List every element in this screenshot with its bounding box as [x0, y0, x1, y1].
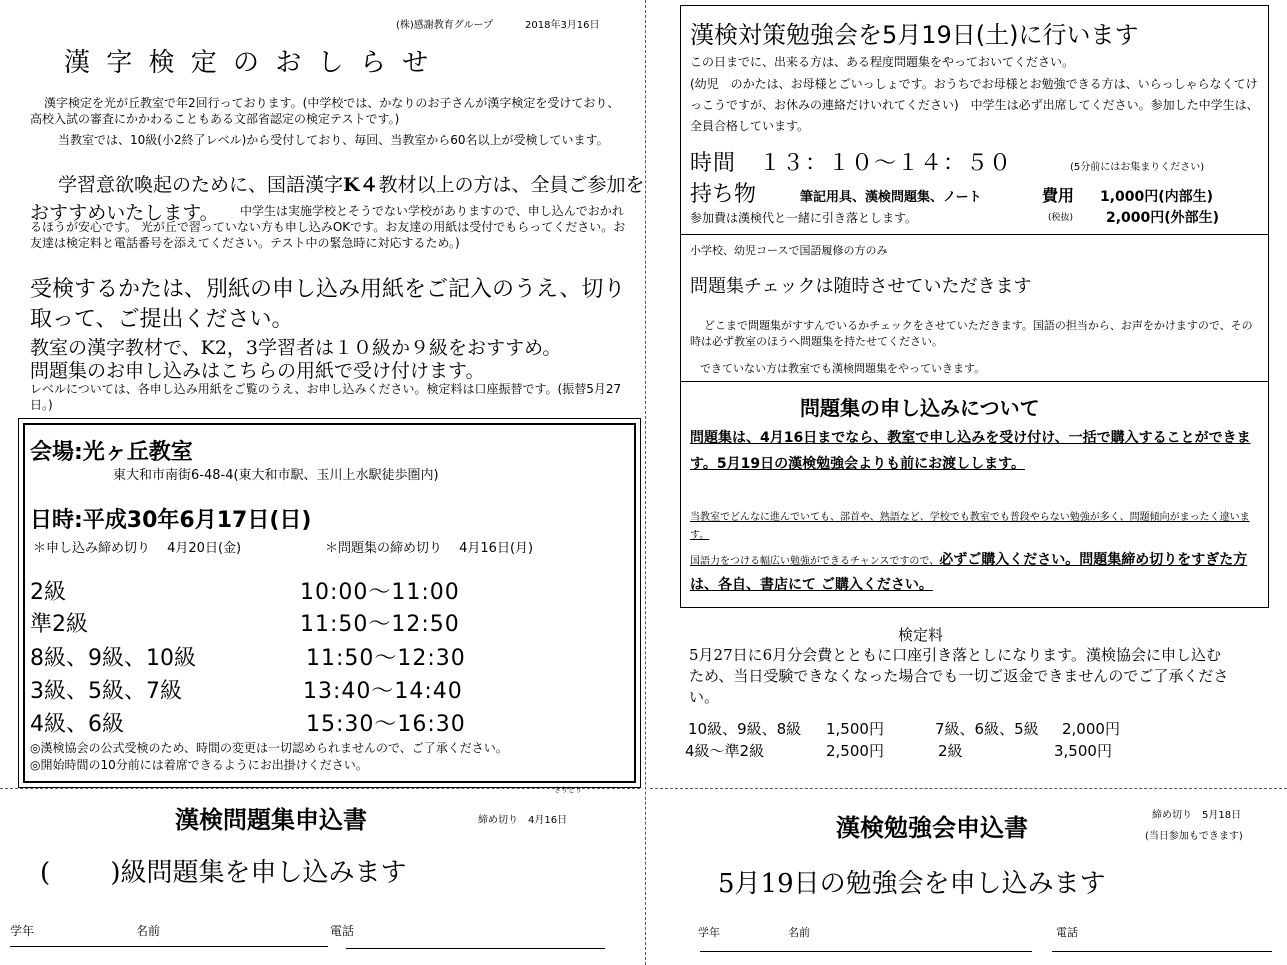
schedule-time: 11:50〜12:30 — [306, 646, 466, 671]
workbook-form-deadline: 締め切り 4月16日 — [478, 815, 568, 826]
left-cut-line — [0, 788, 640, 789]
fee-internal: 1,000円(内部生) — [1100, 189, 1214, 205]
study-intro-1: この日までに、出来る方は、ある程度問題集をやっておいてください。 — [690, 55, 1075, 69]
schedule-level: 3級、5級、7級 — [30, 679, 182, 704]
intro-paragraph-1: 漢字検定を光が丘教室で年2回行っております。(中学校では、かなりのお子さんが漢字検定を受けており、高校入試の審査にかかわることもある文部省認定の検定テストです。) — [30, 96, 620, 127]
page-title: 漢 字 検 定 の お し ら せ — [64, 48, 433, 78]
workbook-form-line: ( )級問題集を申し込みます — [40, 858, 407, 888]
material-recommendation: 教室の漢字教材で、K2，3学習者は１０級か９級をおすすめ。 — [30, 337, 562, 359]
recommend-text-c: おすすめいたします。 — [30, 202, 219, 224]
submit-instruction: 受検するかたは、別紙の申し込み用紙をご記入のうえ、切り取って、ご提出ください。 — [30, 277, 626, 332]
workbook-form-title: 漢検問題集申込書 — [175, 806, 367, 834]
workbook-phone-label: 電話 — [330, 924, 355, 938]
study-session-headline: 漢検対策勉強会を5月19日(土)に行います — [690, 21, 1139, 49]
recommend-line — [58, 170, 645, 197]
venue-label: 会場:光ヶ丘教室 — [30, 440, 193, 465]
schedule-time: 11:50〜12:50 — [300, 612, 460, 637]
fee-label: 費用 — [1042, 186, 1075, 205]
check-title: 問題集チェックは随時させていただきます — [690, 276, 1032, 297]
schedule-time: 10:00〜11:00 — [300, 580, 460, 605]
fee-price: 2,000円 — [1062, 720, 1120, 738]
fee-title: 検定料 — [898, 626, 944, 644]
study-form-deadline: 締め切り 5月18日 — [1152, 810, 1242, 821]
fee-external: 2,000円(外部生) — [1106, 210, 1220, 226]
study-form-same-day: (当日参加もできます) — [1145, 831, 1243, 842]
bring-items: 筆記用具、漢検問題集、ノート — [800, 190, 982, 205]
order-urge-b: 必ずご購入ください。問題集締め切りをすぎた方は、各自、書店にて ご購入ください。 — [690, 552, 1248, 593]
fee-price: 1,500円 — [826, 720, 884, 738]
note-no-time-change: ◎漢検協会の公式受検のため、時間の変更は一切認められませんので、ご了承ください。 — [30, 741, 508, 755]
fee-price: 2,500円 — [826, 742, 884, 760]
workbook-name-label: 名前 — [136, 924, 161, 938]
session-time-note: (5分前にはお集まりください) — [1070, 162, 1205, 173]
cut-label: きりとり — [554, 786, 582, 794]
study-name-field[interactable] — [700, 951, 1032, 952]
schedule-time: 13:40〜14:40 — [303, 679, 463, 704]
study-form-title: 漢検勉強会申込書 — [836, 814, 1028, 842]
k4-label: K４ — [343, 174, 379, 196]
workbook-grade-label: 学年 — [10, 924, 35, 938]
level-note: レベルについては、各申し込み用紙をご覧のうえ、お申し込みください。検定料は口座振替です。(振替5月27日。) — [30, 382, 622, 413]
schedule-time: 15:30〜16:30 — [306, 712, 466, 737]
intro-paragraph-2: 当教室では、10級(小2終了レベル)から受付しており、毎回、当教室から60名以上が受検しています。 — [58, 133, 609, 147]
bring-label: 持ち物 — [690, 182, 757, 207]
check-detail: どこまで問題集がすすんでいるかチェックをさせていただきます。国語の担当から、お声をかけますので、その時は必ず教室のほうへ問題集を持たせてください。 — [690, 319, 1253, 348]
fee-level: 4級〜準2級 — [685, 742, 765, 760]
note-arrive-early: ◎開始時間の10分前には着席できるようにお出掛けください。 — [30, 758, 368, 772]
check-practice: できていない方は教室でも漢検問題集をやっていきます。 — [700, 362, 986, 375]
exam-date: 日時:平成30年6月17日(日) — [30, 508, 312, 533]
schedule-level: 4級、6級 — [30, 712, 124, 737]
schedule-level: 8級、9級、10級 — [30, 646, 196, 671]
order-urge-a: 国語力をつける幅広い勉強ができるチャンスですので、 — [690, 556, 940, 567]
fee-tax-note: (税抜) — [1048, 213, 1074, 223]
schedule-level: 2級 — [30, 580, 66, 605]
session-time: 時間 １３：１０〜１４：５０ — [690, 151, 1013, 176]
venue-address: 東大和市南街6-48-4(東大和市駅、玉川上水駅徒歩圏内) — [113, 468, 439, 483]
fee-level: 7級、6級、5級 — [935, 720, 1039, 738]
recommend-text-b: 教材以上の方は、全員ご参加を — [378, 174, 645, 196]
right-cut-line — [650, 788, 1287, 789]
recommend-text-a: 学習意欲喚起のために、国語漢字 — [58, 174, 344, 196]
workbook-deadline: ＊問題集の締め切り 4月16日(月) — [325, 541, 534, 556]
study-form-line: 5月19日の勉強会を申し込みます — [718, 869, 1106, 899]
fee-level: 10級、9級、8級 — [688, 720, 802, 738]
study-intro-2: (幼児 のかたは、お母様とごいっしょです。おうちでお母様とお勉強できる方は、いらっしゃらなくてけっこうですが、お休みの連絡だけいれてください) 中学生は必ず出席してください。参加した中学生は、全員合格しています。 — [690, 77, 1259, 133]
order-reason: 当教室でどんなに進んでいても、部首や、熟語など、学校でも教室でも普段やらない勉強が多く、問題傾向がまったく違います。 — [690, 512, 1250, 541]
section-divider-1 — [680, 234, 1269, 235]
center-cut-line — [645, 0, 646, 965]
workbook-order-note: 問題集のお申し込みはこちらの用紙で受け付けます。 — [30, 360, 485, 382]
check-target: 小学校、幼児コースで国語履修の方のみ — [690, 244, 888, 257]
fee-note: 参加費は漢検代と一緒に引き落とします。 — [690, 211, 918, 225]
application-deadline: ＊申し込み締め切り 4月20日(金) — [33, 541, 242, 556]
header-date: 2018年3月16日 — [525, 20, 600, 31]
fee-level: 2級 — [938, 742, 963, 760]
order-title: 問題集の申し込みについて — [800, 396, 1040, 420]
study-phone-field[interactable] — [1052, 951, 1272, 952]
study-grade-label: 学年 — [698, 926, 720, 939]
order-urge — [690, 548, 1262, 597]
order-detail: 問題集は、4月16日までなら、教室で申し込みを受け付け、一括で購入することができます。5月19日の漢検勉強会よりも前にお渡しします。 — [690, 430, 1251, 472]
study-name-label: 名前 — [788, 926, 810, 939]
recommend-details: 中学生は実施学校とそうでない学校がありますので、申し込んでおかれるほうが安心です。 光が丘で習っていない方も申し込みOKです。お友達の用紙は受付でもらってください。お友達は検定料と電話番号を添えてください。テスト中の緊急時に対応するため。) — [30, 204, 626, 251]
section-divider-2 — [680, 381, 1269, 382]
fee-payment-text: 5月27日に6月分会費とともに口座引き落としになります。漢検協会に申し込むため、当日受験できなくなった場合でも一切ご返金できませんのでご了承ください。 — [689, 646, 1229, 706]
schedule-level: 準2級 — [30, 612, 88, 637]
header-org: (株)感謝教育グループ — [396, 20, 494, 31]
fee-price: 3,500円 — [1054, 742, 1112, 760]
workbook-phone-field[interactable] — [346, 948, 605, 949]
study-phone-label: 電話 — [1056, 926, 1078, 939]
workbook-name-field[interactable] — [10, 946, 328, 947]
